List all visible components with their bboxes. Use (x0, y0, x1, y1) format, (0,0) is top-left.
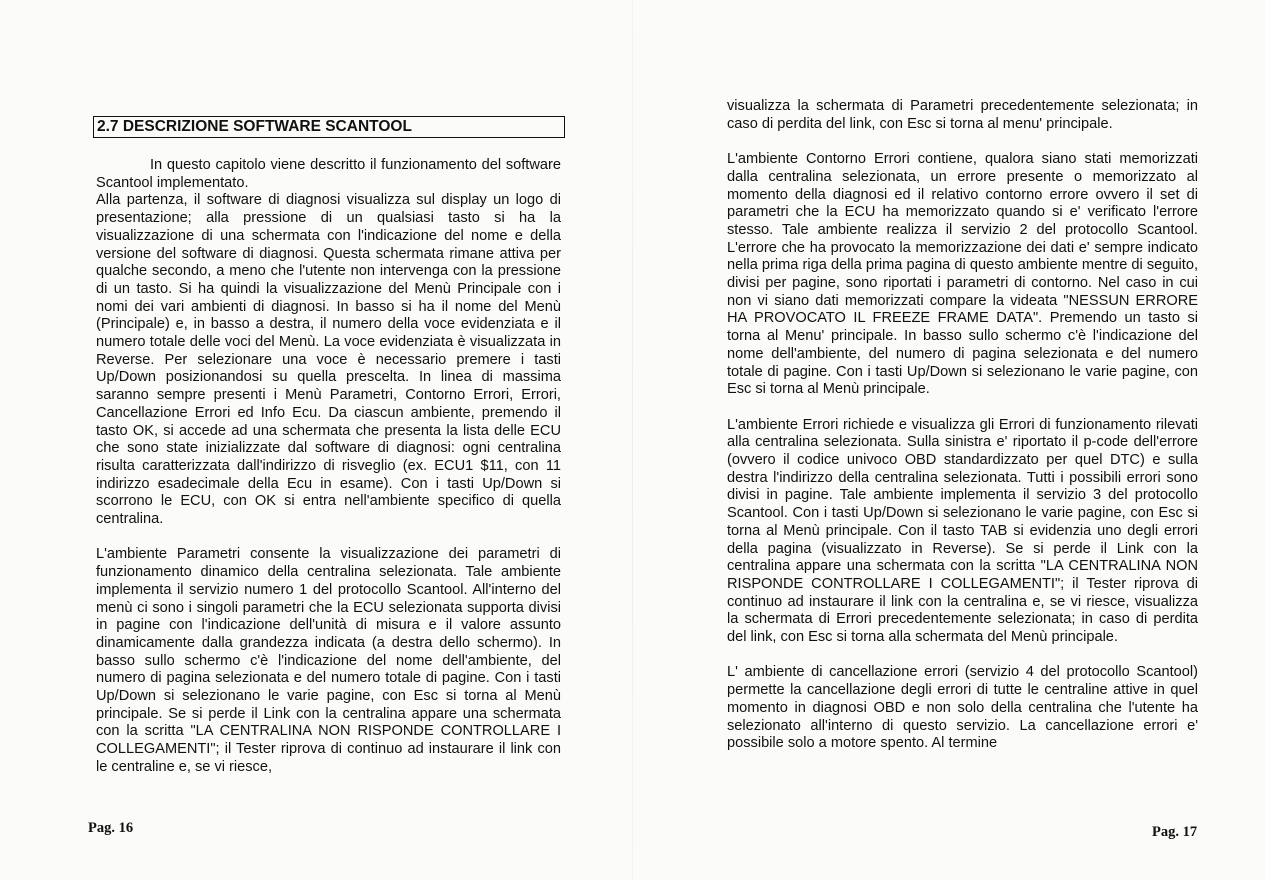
left-text-column (96, 157, 561, 777)
page-number-left: Pag. 16 (88, 820, 134, 836)
left-page (0, 0, 632, 880)
errori-paragraph: L'ambiente Errori richiede e visualizza gli Errori di funzionamento rilevati alla centralina selezionata. Sulla sinistra e' riportato il p-code dell'errore (ovvero il codice univoco OBD standardizzato per quel DTC) e sulla destra l'indirizzo della centralina selezionata. Tutti i possibili errori sono divisi in pagine. Tale ambiente implementa il servizio 3 del protocollo Scantool. Con i tasti Up/Down si selezionano le varie pagine, con Esc si torna al Menù principale. Con il tasto TAB si evidenzia uno degli errori della pagina (visualizzato in Reverse). Se si perde il Link con la centralina appare una schermata con la scritta "LA CENTRALINA NON RISPONDE CONTROLLARE I COLLEGAMENTI"; il Tester riprova di continuo ad instaurare il link con la centralina e, se vi riesce, visualizza la schermata di Errori precedentemente selezionata; in caso di perdita del link, con Esc si torna alla schermata del Menù principale. (727, 416, 1198, 646)
contorno-errori-paragraph: L'ambiente Contorno Errori contiene, qualora siano stati memorizzati dalla centralina selezionata, un errore presente o memorizzato al momento della diagnosi ed il relativo contorno errore ovvero il set di parametri che la ECU ha memorizzato quando si e' verificato l'errore stesso. Tale ambiente realizza il servizio 2 del protocollo Scantool. L'errore che ha provocato la memorizzazione dei dati e' sempre indicato nella prima riga della prima pagina di questo ambiente mentre di seguito, divisi per pagine, sono riportati i parametri di contorno. Nel caso in cui non vi siano dati memorizzati compare la videata "NESSUN ERRORE HA PROVOCATO IL FREEZE FRAME DATA". Premendo un tasto si torna al Menu' principale. In basso sullo schermo c'è l'indicazione del nome dell'ambiente, del numero di pagina selezionata e del numero totale di pagine. Con i tasti Up/Down si selezionano le varie pagine, con Esc si torna al Menù principale. (727, 151, 1198, 398)
startup-paragraph: Alla partenza, il software di diagnosi visualizza sul display un logo di presentazione; alla pressione di un qualsiasi tasto si ha la visualizzazione di una schermata con l'indicazione del nome e della versione del software di diagnosi. Questa schermata rimane attiva per qualche secondo, a meno che l'utente non intervenga con la pressione di un tasto. Si ha quindi la visualizzazione del Menù Principale con i nomi dei vari ambienti di diagnosi. In basso si ha il nome del Menù (Principale) e, in basso a destra, il numero della voce evidenziata e il numero totale delle voci del Menù. La voce evidenziata è visualizzata in Reverse. Per selezionare una voce è necessario premere i tasti Up/Down posizionandosi su quella prescelta. In linea di massima saranno sempre presenti i Menù Parametri, Contorno Errori, Errori, Cancellazione Errori ed Info Ecu. Da ciascun ambiente, premendo il tasto OK, si accede ad una schermata che presenta la lista delle ECU che sono state inizializzate dal software di diagnosi: ogni centralina risulta caratterizzata dall'indirizzo di risveglio (ex. ECU1 $11, con 11 indirizzo esadecimale della Ecu in esame). Con i tasti Up/Down si scorrono le ECU, con OK si entra nell'ambiente specifico di quella centralina. (96, 192, 561, 528)
continuation-paragraph: visualizza la schermata di Parametri precedentemente selezionata; in caso di perdita del link, con Esc si torna al menu' principale. (727, 98, 1198, 132)
section-heading: 2.7 DESCRIZIONE SOFTWARE SCANTOOL (93, 116, 565, 138)
intro-paragraph: In questo capitolo viene descritto il funzionamento del software Scantool implementato. (96, 157, 561, 191)
cancellazione-paragraph: L' ambiente di cancellazione errori (servizio 4 del protocollo Scantool) permette la cancellazione degli errori di tutte le centraline attive in quel momento in diagnosi OBD e non solo della centralina che l'utente ha selezionato all'interno di questo servizio. La cancellazione errori e' possibile solo a motore spento. Al termine (727, 664, 1198, 752)
page-number-right: Pag. 17 (1152, 824, 1198, 840)
right-text-column (727, 98, 1198, 753)
parametri-paragraph: L'ambiente Parametri consente la visualizzazione dei parametri di funzionamento dinamico della centralina selezionata. Tale ambiente implementa il servizio numero 1 del protocollo Scantool. All'interno del menù ci sono i singoli parametri che la ECU selezionata supporta divisi in pagine con l'indicazione dell'unità di misura e il valore assunto dinamicamente dalla grandezza indicata (a destra dello schermo). In basso sullo schermo c'è l'indicazione del nome dell'ambiente, del numero di pagina selezionata e del numero totale di pagine. Con i tasti Up/Down si selezionano le varie pagine, con Esc si torna al Menù principale. Se si perde il Link con la centralina appare una schermata con la scritta "LA CENTRALINA NON RISPONDE CONTROLLARE I COLLEGAMENTI"; il Tester riprova di continuo ad instaurare il link con le centraline e, se vi riesce, (96, 546, 561, 775)
